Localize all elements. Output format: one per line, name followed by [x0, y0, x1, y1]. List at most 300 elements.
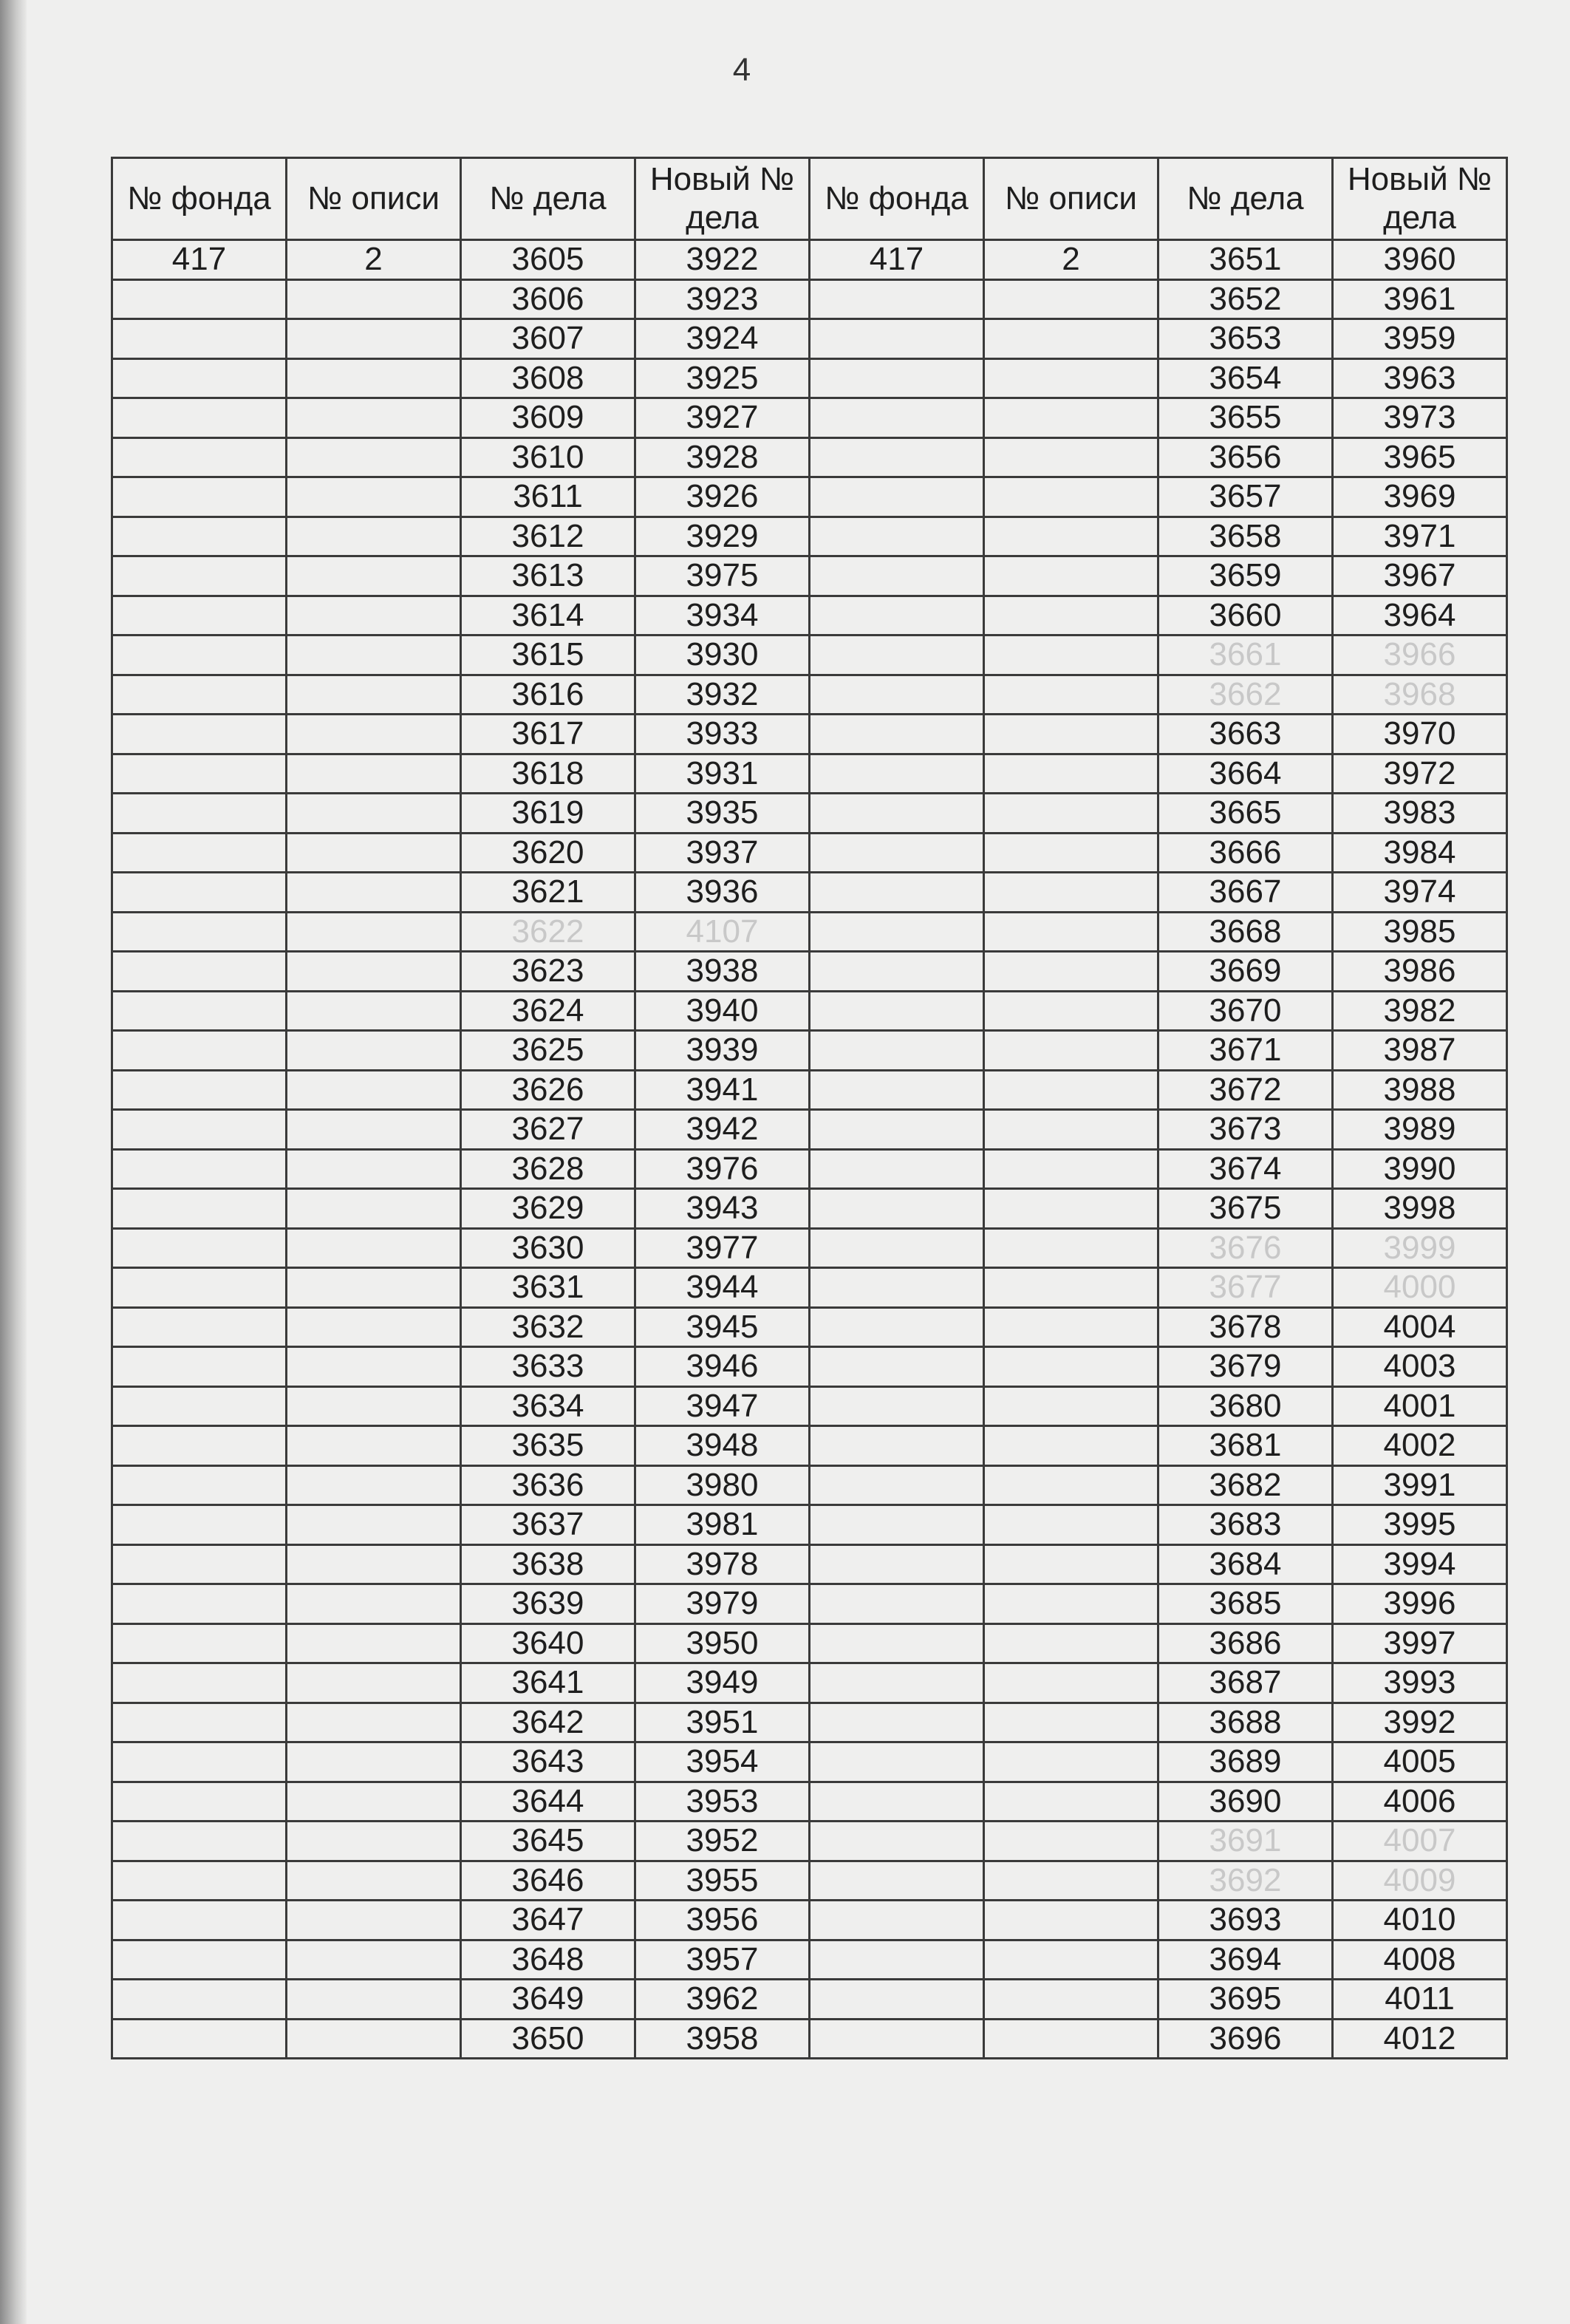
inventory-cell [287, 1703, 461, 1742]
table-row [810, 1940, 1507, 1980]
inventory-cell [287, 1268, 461, 1308]
case-number-cell: 3608 [461, 358, 635, 398]
inventory-cell [287, 517, 461, 556]
fund-cell [112, 1268, 287, 1308]
inventory-cell [984, 1980, 1158, 2020]
new-case-number-cell: 3985 [1333, 912, 1507, 952]
table-row [810, 675, 1507, 715]
inventory-cell [287, 1465, 461, 1505]
fund-cell [112, 477, 287, 517]
case-number-cell: 3612 [461, 517, 635, 556]
case-number-cell: 3625 [461, 1031, 635, 1071]
new-case-number-cell: 4000 [1333, 1268, 1507, 1308]
table-row [810, 635, 1507, 675]
case-number-cell: 3644 [461, 1782, 635, 1822]
inventory-cell: 2 [984, 240, 1158, 280]
fund-cell [112, 398, 287, 438]
fund-cell [112, 517, 287, 556]
fund-cell [810, 517, 984, 556]
case-number-cell: 3648 [461, 1940, 635, 1980]
inventory-cell [984, 1505, 1158, 1545]
case-number-cell: 3606 [461, 279, 635, 319]
inventory-cell [984, 596, 1158, 635]
fund-cell [112, 358, 287, 398]
new-case-number-cell: 3931 [635, 754, 810, 794]
case-number-cell: 3636 [461, 1465, 635, 1505]
case-number-cell: 3696 [1158, 2019, 1333, 2059]
new-case-number-cell: 3967 [1333, 556, 1507, 596]
fund-cell [810, 1584, 984, 1624]
new-case-number-cell: 3926 [635, 477, 810, 517]
inventory-cell [287, 1623, 461, 1663]
fund-cell [810, 675, 984, 715]
new-case-number-cell: 3942 [635, 1110, 810, 1150]
case-number-cell: 3665 [1158, 794, 1333, 834]
fund-cell [112, 1149, 287, 1189]
table-row [112, 1386, 810, 1426]
table-row [112, 675, 810, 715]
new-case-number-cell: 3952 [635, 1822, 810, 1861]
header-case: № дела [1158, 158, 1333, 240]
table-row [112, 912, 810, 952]
case-number-cell: 3618 [461, 754, 635, 794]
inventory-cell [984, 794, 1158, 834]
inventory-cell [287, 715, 461, 754]
new-case-number-cell: 3972 [1333, 754, 1507, 794]
case-number-cell: 3622 [461, 912, 635, 952]
inventory-cell [984, 754, 1158, 794]
new-case-number-cell: 3980 [635, 1465, 810, 1505]
table-row [810, 1347, 1507, 1387]
header-row [810, 158, 1507, 240]
fund-cell [112, 873, 287, 913]
case-number-cell: 3683 [1158, 1505, 1333, 1545]
table-row [112, 1623, 810, 1663]
inventory-cell [287, 358, 461, 398]
fund-cell [810, 754, 984, 794]
fund-cell [810, 1901, 984, 1940]
new-case-number-cell: 3997 [1333, 1623, 1507, 1663]
case-number-cell: 3651 [1158, 240, 1333, 280]
inventory-cell [287, 1663, 461, 1703]
inventory-cell [984, 833, 1158, 873]
inventory-cell [984, 1742, 1158, 1782]
case-number-cell: 3619 [461, 794, 635, 834]
fund-cell [112, 1663, 287, 1703]
header-new-case: Новый № дела [1333, 158, 1507, 240]
inventory-cell [287, 1822, 461, 1861]
new-case-number-cell: 3981 [635, 1505, 810, 1545]
table-row [810, 596, 1507, 635]
table-row [810, 1822, 1507, 1861]
inventory-cell [984, 398, 1158, 438]
case-number-cell: 3670 [1158, 991, 1333, 1031]
case-number-cell: 3637 [461, 1505, 635, 1545]
inventory-cell [287, 675, 461, 715]
inventory-cell: 2 [287, 240, 461, 280]
case-number-cell: 3659 [1158, 556, 1333, 596]
inventory-cell [984, 912, 1158, 952]
case-number-cell: 3642 [461, 1703, 635, 1742]
inventory-cell [287, 1426, 461, 1466]
new-case-number-cell: 3983 [1333, 794, 1507, 834]
table-row [810, 1544, 1507, 1584]
new-case-number-cell: 3923 [635, 279, 810, 319]
case-number-cell: 3674 [1158, 1149, 1333, 1189]
table-row [810, 1703, 1507, 1742]
table-row [810, 1149, 1507, 1189]
new-case-number-cell: 3935 [635, 794, 810, 834]
header-case: № дела [461, 158, 635, 240]
new-case-number-cell: 3982 [1333, 991, 1507, 1031]
fund-cell [810, 1031, 984, 1071]
inventory-cell [287, 2019, 461, 2059]
table-row [112, 1703, 810, 1742]
new-case-number-cell: 3936 [635, 873, 810, 913]
new-case-number-cell: 3951 [635, 1703, 810, 1742]
fund-cell [810, 1110, 984, 1150]
inventory-cell [984, 1228, 1158, 1268]
fund-cell [810, 1070, 984, 1110]
case-number-cell: 3635 [461, 1426, 635, 1466]
inventory-cell [984, 1822, 1158, 1861]
new-case-number-cell: 4012 [1333, 2019, 1507, 2059]
new-case-number-cell: 3991 [1333, 1465, 1507, 1505]
case-number-cell: 3673 [1158, 1110, 1333, 1150]
inventory-cell [984, 556, 1158, 596]
case-number-cell: 3695 [1158, 1980, 1333, 2020]
header-inventory: № описи [287, 158, 461, 240]
table-row [112, 2019, 810, 2059]
fund-cell [112, 1070, 287, 1110]
table-row [112, 596, 810, 635]
table-row [112, 1070, 810, 1110]
new-case-number-cell: 3947 [635, 1386, 810, 1426]
table-row [112, 1189, 810, 1229]
fund-cell [112, 596, 287, 635]
inventory-cell [287, 1505, 461, 1545]
new-case-number-cell: 4107 [635, 912, 810, 952]
fund-cell [810, 715, 984, 754]
table-row [112, 1426, 810, 1466]
new-case-number-cell: 3944 [635, 1268, 810, 1308]
case-number-cell: 3680 [1158, 1386, 1333, 1426]
table-row [810, 715, 1507, 754]
fund-cell [112, 1901, 287, 1940]
table-row [112, 635, 810, 675]
fund-cell [810, 873, 984, 913]
case-number-cell: 3653 [1158, 319, 1333, 359]
table-row [810, 1663, 1507, 1703]
case-number-cell: 3613 [461, 556, 635, 596]
fund-cell [112, 715, 287, 754]
case-number-cell: 3607 [461, 319, 635, 359]
table-row [810, 1742, 1507, 1782]
new-case-number-cell: 3999 [1333, 1228, 1507, 1268]
fund-cell [112, 1110, 287, 1150]
fund-cell [112, 1623, 287, 1663]
new-case-number-cell: 3946 [635, 1347, 810, 1387]
inventory-cell [984, 2019, 1158, 2059]
case-number-cell: 3667 [1158, 873, 1333, 913]
inventory-cell [287, 1307, 461, 1347]
new-case-number-cell: 3956 [635, 1901, 810, 1940]
case-number-cell: 3675 [1158, 1189, 1333, 1229]
new-case-number-cell: 4010 [1333, 1901, 1507, 1940]
new-case-number-cell: 3932 [635, 675, 810, 715]
table-row [810, 477, 1507, 517]
new-case-number-cell: 3977 [635, 1228, 810, 1268]
table-row [810, 517, 1507, 556]
table-row [810, 1861, 1507, 1901]
new-case-number-cell: 3939 [635, 1031, 810, 1071]
table-right-half [808, 157, 1508, 2059]
case-number-cell: 3654 [1158, 358, 1333, 398]
inventory-cell [984, 1703, 1158, 1742]
new-case-number-cell: 3964 [1333, 596, 1507, 635]
fund-cell: 417 [112, 240, 287, 280]
inventory-cell [287, 398, 461, 438]
fund-cell [810, 1386, 984, 1426]
case-number-cell: 3694 [1158, 1940, 1333, 1980]
fund-cell [810, 991, 984, 1031]
case-number-cell: 3662 [1158, 675, 1333, 715]
inventory-cell [287, 794, 461, 834]
inventory-cell [984, 873, 1158, 913]
fund-cell [112, 1031, 287, 1071]
new-case-number-cell: 3954 [635, 1742, 810, 1782]
fund-cell [112, 1307, 287, 1347]
case-number-cell: 3669 [1158, 952, 1333, 992]
new-case-number-cell: 3995 [1333, 1505, 1507, 1545]
inventory-cell [984, 635, 1158, 675]
fund-cell [810, 477, 984, 517]
new-case-number-cell: 3953 [635, 1782, 810, 1822]
inventory-cell [287, 991, 461, 1031]
new-case-number-cell: 3941 [635, 1070, 810, 1110]
table-row [112, 1663, 810, 1703]
fund-cell [810, 1742, 984, 1782]
new-case-number-cell: 3996 [1333, 1584, 1507, 1624]
inventory-cell [287, 912, 461, 952]
inventory-cell [984, 952, 1158, 992]
new-case-number-cell: 3993 [1333, 1663, 1507, 1703]
new-case-number-cell: 3992 [1333, 1703, 1507, 1742]
inventory-cell [287, 1149, 461, 1189]
header-new-case: Новый № дела [635, 158, 810, 240]
case-number-cell: 3629 [461, 1189, 635, 1229]
inventory-cell [287, 1544, 461, 1584]
fund-cell [112, 2019, 287, 2059]
fund-cell [810, 1505, 984, 1545]
new-case-number-cell: 3948 [635, 1426, 810, 1466]
table-row [112, 1149, 810, 1189]
table-row [810, 1189, 1507, 1229]
inventory-cell [287, 1861, 461, 1901]
new-case-number-cell: 3925 [635, 358, 810, 398]
new-case-number-cell: 3984 [1333, 833, 1507, 873]
table-row [112, 833, 810, 873]
fund-cell [112, 1861, 287, 1901]
case-number-cell: 3631 [461, 1268, 635, 1308]
new-case-number-cell: 3986 [1333, 952, 1507, 992]
table-row [112, 1544, 810, 1584]
inventory-cell [984, 1031, 1158, 1071]
inventory-cell [984, 319, 1158, 359]
new-case-number-cell: 3938 [635, 952, 810, 992]
fund-cell [112, 279, 287, 319]
case-number-cell: 3617 [461, 715, 635, 754]
case-number-cell: 3688 [1158, 1703, 1333, 1742]
table-row [112, 1861, 810, 1901]
fund-cell [112, 675, 287, 715]
table-row [810, 1505, 1507, 1545]
case-number-cell: 3646 [461, 1861, 635, 1901]
case-number-cell: 3639 [461, 1584, 635, 1624]
table-row [810, 1584, 1507, 1624]
case-number-cell: 3650 [461, 2019, 635, 2059]
inventory-cell [984, 1386, 1158, 1426]
table-row [810, 1268, 1507, 1308]
fund-cell [112, 1189, 287, 1229]
table-row [112, 1465, 810, 1505]
inventory-cell [984, 991, 1158, 1031]
case-number-cell: 3656 [1158, 437, 1333, 477]
new-case-number-cell: 3927 [635, 398, 810, 438]
fund-cell [810, 1623, 984, 1663]
fund-cell [810, 952, 984, 992]
table-row [112, 754, 810, 794]
case-number-cell: 3681 [1158, 1426, 1333, 1466]
new-case-number-cell: 3989 [1333, 1110, 1507, 1150]
case-number-cell: 3663 [1158, 715, 1333, 754]
table-row [810, 873, 1507, 913]
new-case-number-cell: 3928 [635, 437, 810, 477]
table-row [810, 1386, 1507, 1426]
fund-cell [810, 1782, 984, 1822]
new-case-number-cell: 3937 [635, 833, 810, 873]
table-row [112, 1228, 810, 1268]
inventory-cell [287, 1110, 461, 1150]
binding-shadow [0, 0, 27, 2324]
header-fund: № фонда [810, 158, 984, 240]
case-number-cell: 3676 [1158, 1228, 1333, 1268]
case-number-cell: 3682 [1158, 1465, 1333, 1505]
case-number-cell: 3690 [1158, 1782, 1333, 1822]
fund-cell [810, 1861, 984, 1901]
case-number-cell: 3647 [461, 1901, 635, 1940]
inventory-cell [287, 833, 461, 873]
table-left-half [111, 157, 810, 2059]
table-row [810, 2019, 1507, 2059]
case-number-cell: 3626 [461, 1070, 635, 1110]
inventory-cell [984, 1663, 1158, 1703]
new-case-number-cell: 3971 [1333, 517, 1507, 556]
case-number-cell: 3634 [461, 1386, 635, 1426]
fund-cell [112, 1465, 287, 1505]
inventory-cell [984, 1189, 1158, 1229]
new-case-number-cell: 3958 [635, 2019, 810, 2059]
table-row [810, 1426, 1507, 1466]
table-row [112, 556, 810, 596]
table-row [112, 1742, 810, 1782]
fund-cell [112, 1980, 287, 2020]
new-case-number-cell: 3957 [635, 1940, 810, 1980]
fund-cell [810, 1149, 984, 1189]
inventory-cell [287, 1980, 461, 2020]
fund-cell [810, 1307, 984, 1347]
fund-cell [810, 1426, 984, 1466]
table-row [810, 952, 1507, 992]
inventory-cell [984, 1940, 1158, 1980]
case-number-cell: 3692 [1158, 1861, 1333, 1901]
table-row [810, 1623, 1507, 1663]
fund-cell [112, 319, 287, 359]
table-row [810, 437, 1507, 477]
fund-cell [112, 635, 287, 675]
inventory-cell [287, 477, 461, 517]
table-row [112, 1268, 810, 1308]
header-inventory: № описи [984, 158, 1158, 240]
table-row [810, 833, 1507, 873]
fund-cell [112, 754, 287, 794]
table-row [810, 1782, 1507, 1822]
fund-cell [810, 358, 984, 398]
fund-cell [112, 1822, 287, 1861]
fund-cell [112, 1742, 287, 1782]
header-fund: № фонда [112, 158, 287, 240]
table-row [112, 873, 810, 913]
fund-cell [112, 1940, 287, 1980]
fund-cell [810, 1980, 984, 2020]
fund-cell [810, 833, 984, 873]
fund-cell [810, 1703, 984, 1742]
inventory-cell [287, 952, 461, 992]
new-case-number-cell: 3998 [1333, 1189, 1507, 1229]
inventory-cell [287, 1742, 461, 1782]
new-case-number-cell: 4004 [1333, 1307, 1507, 1347]
new-case-number-cell: 4008 [1333, 1940, 1507, 1980]
case-number-cell: 3666 [1158, 833, 1333, 873]
table-row [112, 1307, 810, 1347]
table-row [810, 1901, 1507, 1940]
renumbering-table [111, 157, 1507, 2059]
new-case-number-cell: 4006 [1333, 1782, 1507, 1822]
fund-cell [810, 1940, 984, 1980]
inventory-cell [984, 1901, 1158, 1940]
table-row [810, 358, 1507, 398]
new-case-number-cell: 3959 [1333, 319, 1507, 359]
inventory-cell [287, 319, 461, 359]
new-case-number-cell: 3979 [635, 1584, 810, 1624]
fund-cell [810, 556, 984, 596]
case-number-cell: 3638 [461, 1544, 635, 1584]
new-case-number-cell: 3990 [1333, 1149, 1507, 1189]
fund-cell [810, 1228, 984, 1268]
case-number-cell: 3655 [1158, 398, 1333, 438]
new-case-number-cell: 3966 [1333, 635, 1507, 675]
new-case-number-cell: 3965 [1333, 437, 1507, 477]
new-case-number-cell: 3988 [1333, 1070, 1507, 1110]
table-row [112, 1110, 810, 1150]
inventory-cell [287, 1228, 461, 1268]
table-row [112, 1901, 810, 1940]
fund-cell [810, 1189, 984, 1229]
table-row [112, 1584, 810, 1624]
table-row [112, 279, 810, 319]
fund-cell [112, 556, 287, 596]
inventory-cell [984, 675, 1158, 715]
